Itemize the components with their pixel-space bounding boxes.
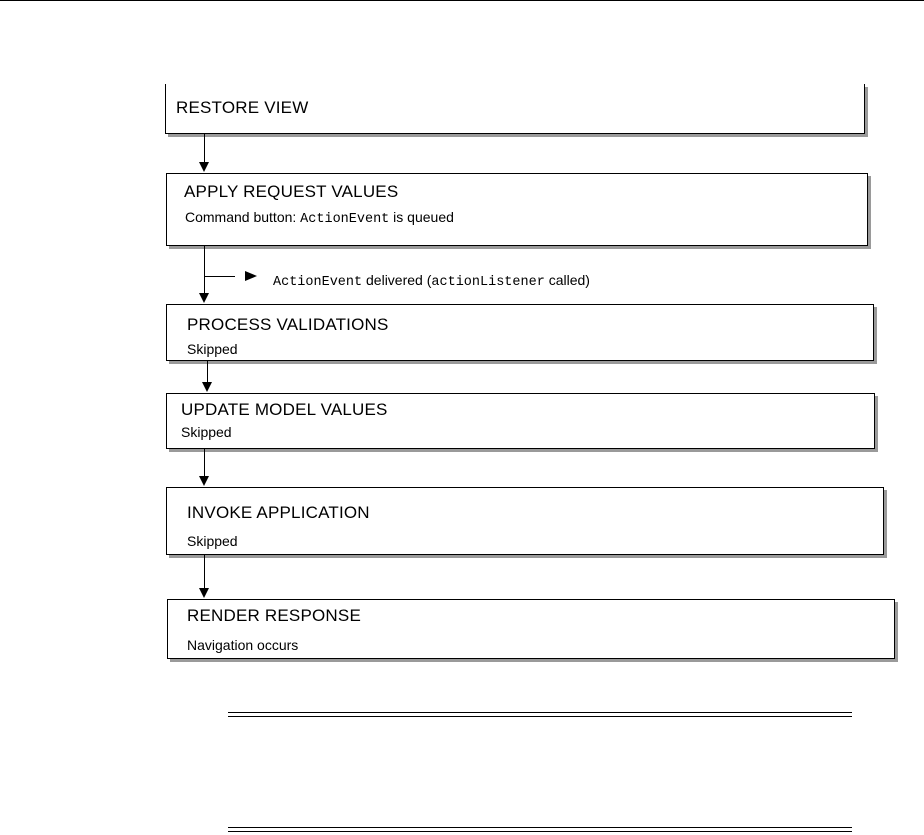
phase-update-model-values bbox=[166, 393, 875, 449]
event-code: ActionEvent bbox=[273, 275, 363, 290]
note-bottom-rule-inner bbox=[228, 827, 852, 828]
phase-title: RENDER RESPONSE bbox=[187, 606, 361, 625]
phase-title: RESTORE VIEW bbox=[176, 98, 309, 117]
phase-process-validations bbox=[166, 304, 874, 361]
flow-arrowhead bbox=[202, 382, 212, 392]
flow-arrowhead bbox=[199, 476, 209, 486]
phase-note: Navigation occurs bbox=[187, 637, 299, 653]
flow-connector bbox=[204, 555, 205, 588]
note-top-rule bbox=[228, 712, 852, 713]
page-top-rule bbox=[0, 0, 924, 1]
note-top-rule-inner bbox=[228, 716, 852, 717]
note-code: ActionEvent bbox=[300, 212, 390, 227]
phase-apply-request-values bbox=[166, 173, 868, 246]
phase-invoke-application bbox=[166, 487, 884, 555]
flow-connector bbox=[204, 449, 205, 476]
phase-title: APPLY REQUEST VALUES bbox=[184, 182, 399, 201]
listener-code: actionListener bbox=[431, 275, 545, 290]
event-text: delivered ( bbox=[362, 272, 432, 288]
flow-arrowhead bbox=[199, 588, 209, 598]
flow-connector bbox=[204, 134, 205, 162]
phase-restore-view bbox=[165, 84, 865, 134]
phase-title: INVOKE APPLICATION bbox=[187, 503, 370, 522]
flow-connector bbox=[207, 361, 208, 382]
flow-arrowhead bbox=[199, 293, 209, 303]
phase-title: UPDATE MODEL VALUES bbox=[181, 400, 388, 419]
note-prefix: Command button: bbox=[185, 209, 301, 225]
note-bottom-rule bbox=[228, 831, 852, 832]
phase-note: Skipped bbox=[187, 341, 238, 357]
phase-render-response bbox=[167, 599, 895, 659]
event-branch-arrowhead bbox=[245, 271, 257, 281]
flow-arrowhead bbox=[199, 162, 209, 172]
flow-connector bbox=[204, 246, 205, 293]
phase-title: PROCESS VALIDATIONS bbox=[187, 315, 389, 334]
event-text-end: called) bbox=[544, 272, 590, 288]
event-branch-line bbox=[205, 276, 235, 277]
event-delivered-label bbox=[273, 272, 590, 290]
phase-note: Skipped bbox=[187, 533, 238, 549]
phase-note: Skipped bbox=[181, 424, 232, 440]
phase-note bbox=[185, 209, 454, 227]
note-suffix: is queued bbox=[389, 209, 454, 225]
